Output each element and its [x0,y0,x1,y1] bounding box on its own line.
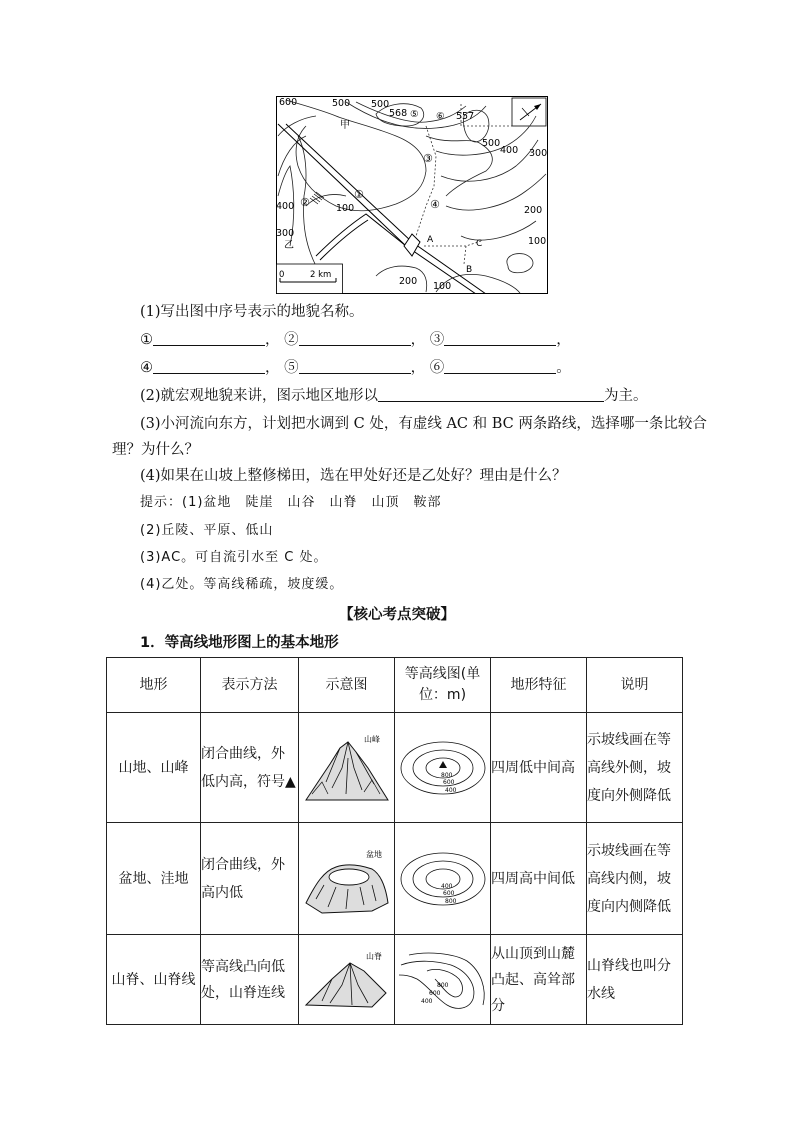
note-cell: 示坡线画在等高线内侧，坡度向内侧降低 [587,823,683,935]
hint-4: (4)乙处。等高线稀疏，坡度缓。 [140,577,344,592]
contour-cell [395,823,491,935]
contour-value: 600 [428,989,440,997]
note-cell: 山脊线也叫分水线 [587,935,683,1025]
marker: ③ [423,152,433,165]
contour-label: ⑥ [436,111,445,122]
place-label: A [427,235,434,245]
header-cell: 地形 [107,658,201,713]
answer-blank[interactable] [153,331,265,346]
terrain-table [106,657,683,1025]
peak-triangle-icon [439,761,447,768]
contour-label: 500 [482,138,501,149]
sep: ， [410,332,426,348]
contour-label: 557 [456,111,475,122]
contour-value: 800 [444,897,456,905]
table-row [107,823,683,935]
q2-prefix: (2)就宏观地貌来讲，图示地区地形以 [140,388,379,404]
terrain-cell: 山脊、山脊线 [107,935,201,1025]
marker: ② [300,196,310,209]
sep: ， [410,360,426,376]
blank-line-2 [140,358,571,378]
topographic-map [276,96,548,294]
scale-zero: 0 [279,270,285,280]
hint-label: 提示：(1) [140,495,204,510]
contour-label: 400 [500,145,519,156]
sketch-cell [299,935,395,1025]
feature-cell: 四周低中间高 [491,713,587,823]
hint-item: 鞍部 [413,495,442,510]
contour-label: 600 [279,97,298,108]
peak-contour-map [397,728,489,808]
hint-item: 陡崖 [245,495,274,510]
header-cell: 表示方法 [201,658,299,713]
sketch-label: 山脊 [365,951,382,961]
q2-suffix: 为主。 [604,388,648,404]
contour-label: 200 [399,276,418,287]
mountain-peak-sketch [302,728,392,808]
contour-label: 500 [332,98,351,109]
marker: ① [354,188,364,201]
hint-item: 山顶 [371,495,400,510]
contour-value: 600 [442,889,454,897]
terrain-cell: 山地、山峰 [107,713,201,823]
note-cell: 示坡线画在等高线外侧，坡度向外侧降低 [587,713,683,823]
method-cell: 闭合曲线，外高内低 [201,823,299,935]
contour-label: 200 [524,205,543,216]
method-cell: 等高线凸向低处，山脊连线 [201,935,299,1025]
marker: ③ [429,332,445,348]
contour-label: ⑤ [410,109,419,120]
table-row [107,935,683,1025]
sketch-cell [299,713,395,823]
contour-cell [395,713,491,823]
contour-value: 400 [420,997,432,1005]
subheading: 1．等高线地形图上的基本地形 [140,635,339,651]
question-1: (1)写出图中序号表示的地貌名称。 [140,304,364,320]
terrain-cell: 盆地、洼地 [107,823,201,935]
contour-value: 800 [440,771,452,779]
answer-blank[interactable] [378,387,604,402]
marker: ④ [430,198,440,211]
method-cell: 闭合曲线，外低内高，符号▲ [201,713,299,823]
contour-label: 300 [529,148,548,159]
hint-item: 盆地 [203,495,232,510]
scale-bar [277,264,343,294]
contour-label: 100 [336,203,355,214]
contour-value: 600 [442,778,454,786]
sep: ， [265,360,280,376]
answer-blank[interactable] [299,331,411,346]
marker: ④ [140,360,153,376]
sketch-cell [299,823,395,935]
header-cell: 等高线图(单位：m) [395,658,491,713]
sketch-label: 山峰 [363,734,380,744]
place-label: 乙 [284,240,294,251]
place-label: C [476,239,483,249]
contour-label: 100 [433,281,452,292]
hint-item: 山谷 [287,495,316,510]
contour-value: 400 [444,786,456,794]
hint-2: (2)丘陵、平原、低山 [140,523,274,538]
contour-label: 100 [528,236,547,247]
sep: ， [265,332,280,348]
contour-label: 400 [276,201,295,212]
feature-cell: 四周高中间低 [491,823,587,935]
hint-1 [140,494,456,512]
answer-blank[interactable] [444,331,556,346]
section-title: 【核心考点突破】 [339,606,455,623]
hint-item: 山脊 [329,495,358,510]
question-3-line2: 理？为什么？ [112,442,199,458]
contour-label: 568 [389,108,408,119]
contour-label: 500 [371,99,390,110]
marker: ⑤ [284,360,299,376]
marker: ① [140,332,153,348]
table-header-row [107,658,683,713]
basin-contour-map [397,839,489,919]
contour-value: 400 [440,882,452,890]
question-4: (4)如果在山坡上整修梯田，选在甲处好还是乙处好？理由是什么？ [140,468,567,484]
feature-cell: 从山顶到山麓凸起、高耸部分 [491,935,587,1025]
marker: ② [284,332,299,348]
place-label: B [466,265,473,275]
header-cell: 示意图 [299,658,395,713]
hint-3: (3)AC。可自流引水至 C 处。 [140,550,328,565]
question-3-line1: (3)小河流向东方，计划把水调到 C 处，有虚线 AC 和 BC 两条路线，选择哪一条比较合 [140,416,707,432]
header-cell: 地形特征 [491,658,587,713]
scale-distance: 2 km [310,270,332,280]
answer-blank[interactable] [153,359,265,374]
table-row [107,713,683,823]
sketch-label: 盆地 [365,849,382,859]
end: 。 [556,360,571,376]
header-cell: 说明 [587,658,683,713]
ridge-contour-map [397,945,489,1015]
question-2 [140,386,648,406]
answer-blank[interactable] [444,359,556,374]
basin-sketch [302,839,392,919]
answer-blank[interactable] [299,359,411,374]
ridge-sketch [302,945,392,1015]
marker: ⑥ [429,360,445,376]
sep: ， [556,332,571,348]
contour-value: 800 [436,981,448,989]
contour-cell [395,935,491,1025]
place-label: 甲 [340,120,350,131]
contour-label: 300 [276,228,295,239]
blank-line-1 [140,330,571,350]
